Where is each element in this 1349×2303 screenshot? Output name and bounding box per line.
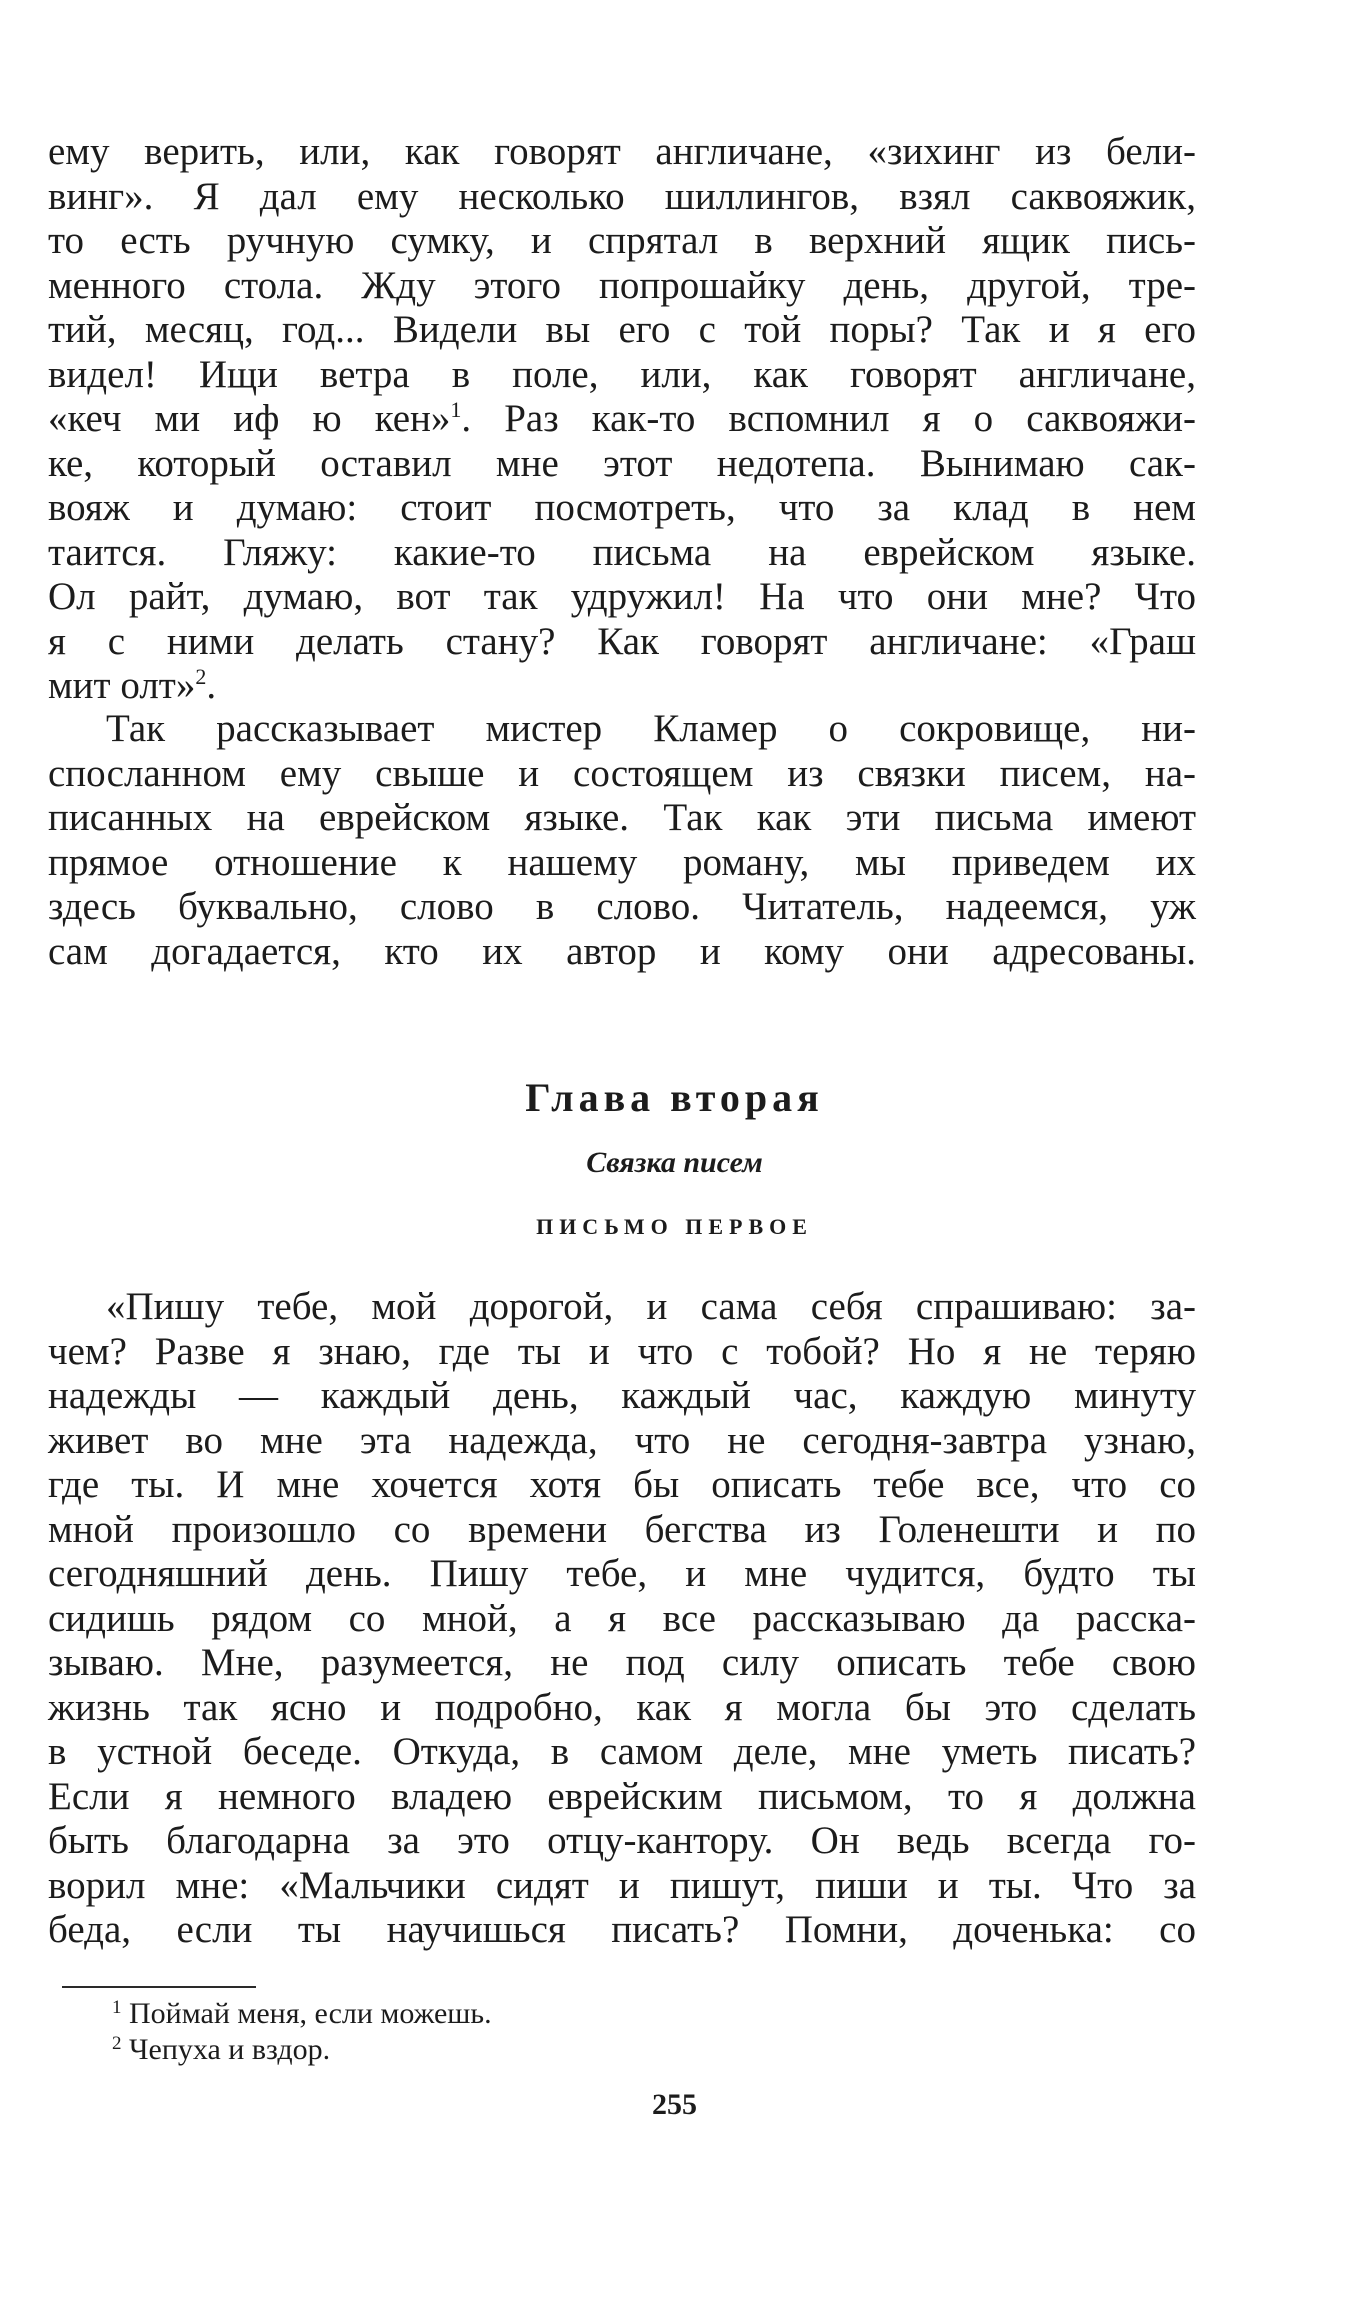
text-line: в устной беседе. Откуда, в самом деле, мне уметь писать? (48, 1730, 1196, 1773)
chapter-subtitle: Связка писем (586, 1146, 763, 1179)
text-line: ворил мне: «Мальчики сидят и пишут, пиши и ты. Что за (48, 1863, 1196, 1907)
paragraph-continued (48, 130, 1196, 709)
footnote-2 (112, 2032, 492, 2068)
text-line: ему верить, или, как говорят англичане, «зихинг из бели- (48, 130, 1196, 173)
text-line: «Пишу тебе, мой дорогой, и сама себя спрашиваю: за- (106, 1285, 1196, 1328)
text-line: сам догадается, кто их автор и кому они адресованы. (48, 929, 1196, 973)
footnote-reference: 1 (450, 397, 462, 422)
text-line: тий, месяц, год... Видели вы его с той поры? Так и я его (48, 308, 1196, 351)
footnote-text: Поймай меня, если можешь. (129, 1997, 492, 2030)
text-line: ке, который оставил мне этот недотепа. Вынимаю сак- (48, 441, 1196, 485)
chapter-title: Глава вторая (525, 1075, 824, 1120)
text-line: мной произошло со времени бегства из Голенешти и по (48, 1507, 1196, 1551)
text-line: жизнь так ясно и подробно, как я могла бы это сделать (48, 1685, 1196, 1729)
text-line: где ты. И мне хочется хотя бы описать тебе все, что со (48, 1463, 1196, 1506)
footnote-reference: 2 (195, 664, 207, 689)
page-number: 255 (652, 2088, 697, 2121)
text-line: сидишь рядом со мной, а я все рассказываю да расска- (48, 1596, 1196, 1640)
text-fragment: «кеч ми иф ю кен» (48, 397, 451, 440)
footnote-marker: 2 (112, 2033, 122, 2054)
text-line: прямое отношение к нашему роману, мы приведем их (48, 840, 1196, 884)
footnote-text: Чепуха и вздор. (129, 2033, 331, 2066)
text-line: таится. Гляжу: какие-то письма на еврейском языке. (48, 530, 1196, 574)
text-line: то есть ручную сумку, и спрятал в верхний ящик пись- (48, 219, 1196, 262)
text-line: чем? Разве я знаю, где ты и что с тобой? Но я не теряю (48, 1329, 1196, 1373)
text-line: зываю. Мне, разумеется, не под силу описать тебе свою (48, 1641, 1196, 1684)
text-line: я с ними делать стану? Как говорят англичане: «Граш (48, 619, 1196, 663)
footnote-divider (62, 1986, 256, 1988)
text-line: Ол райт, думаю, вот так удружил! На что они мне? Что (48, 575, 1196, 618)
text-line: беда, если ты научишься писать? Помни, доченька: со (48, 1908, 1196, 1951)
text-line: вояж и думаю: стоит посмотреть, что за клад в нем (48, 486, 1196, 529)
text-fragment: . Раз как-то вспомнил я о саквояжи- (461, 397, 1196, 440)
text-line (48, 664, 1196, 709)
footnotes (112, 1996, 492, 2068)
paragraph (48, 707, 1196, 974)
letter-heading: ПИСЬМО ПЕРВОЕ (536, 1214, 813, 1239)
footnote-1 (112, 1996, 492, 2032)
text-line: Так рассказывает мистер Кламер о сокровище, ни- (106, 707, 1196, 750)
text-line: живет во мне эта надежда, что не сегодня-завтра узнаю, (48, 1418, 1196, 1462)
text-line: надежды — каждый день, каждый час, каждую минуту (48, 1374, 1196, 1417)
footnote-marker: 1 (112, 1997, 122, 2018)
text-line: сегодняшний день. Пишу тебе, и мне чудится, будто ты (48, 1552, 1196, 1595)
text-line: писанных на еврейском языке. Так как эти письма имеют (48, 796, 1196, 839)
text-line: Если я немного владею еврейским письмом, то я должна (48, 1774, 1196, 1818)
paragraph (48, 1285, 1196, 1953)
text-line: быть благодарна за это отцу-кантору. Он ведь всегда го- (48, 1819, 1196, 1862)
text-fragment: . (206, 664, 217, 707)
text-line: менного стола. Жду этого попрошайку день, другой, тре- (48, 263, 1196, 307)
text-line (48, 397, 1196, 442)
text-fragment: мит олт» (48, 664, 196, 707)
text-line: винг». Я дал ему несколько шиллингов, взял саквояжик, (48, 174, 1196, 218)
text-line: здесь буквально, слово в слово. Читатель, надеемся, уж (48, 885, 1196, 928)
text-line: спосланном ему свыше и состоящем из связки писем, на- (48, 751, 1196, 795)
text-line: видел! Ищи ветра в поле, или, как говорят англичане, (48, 352, 1196, 396)
